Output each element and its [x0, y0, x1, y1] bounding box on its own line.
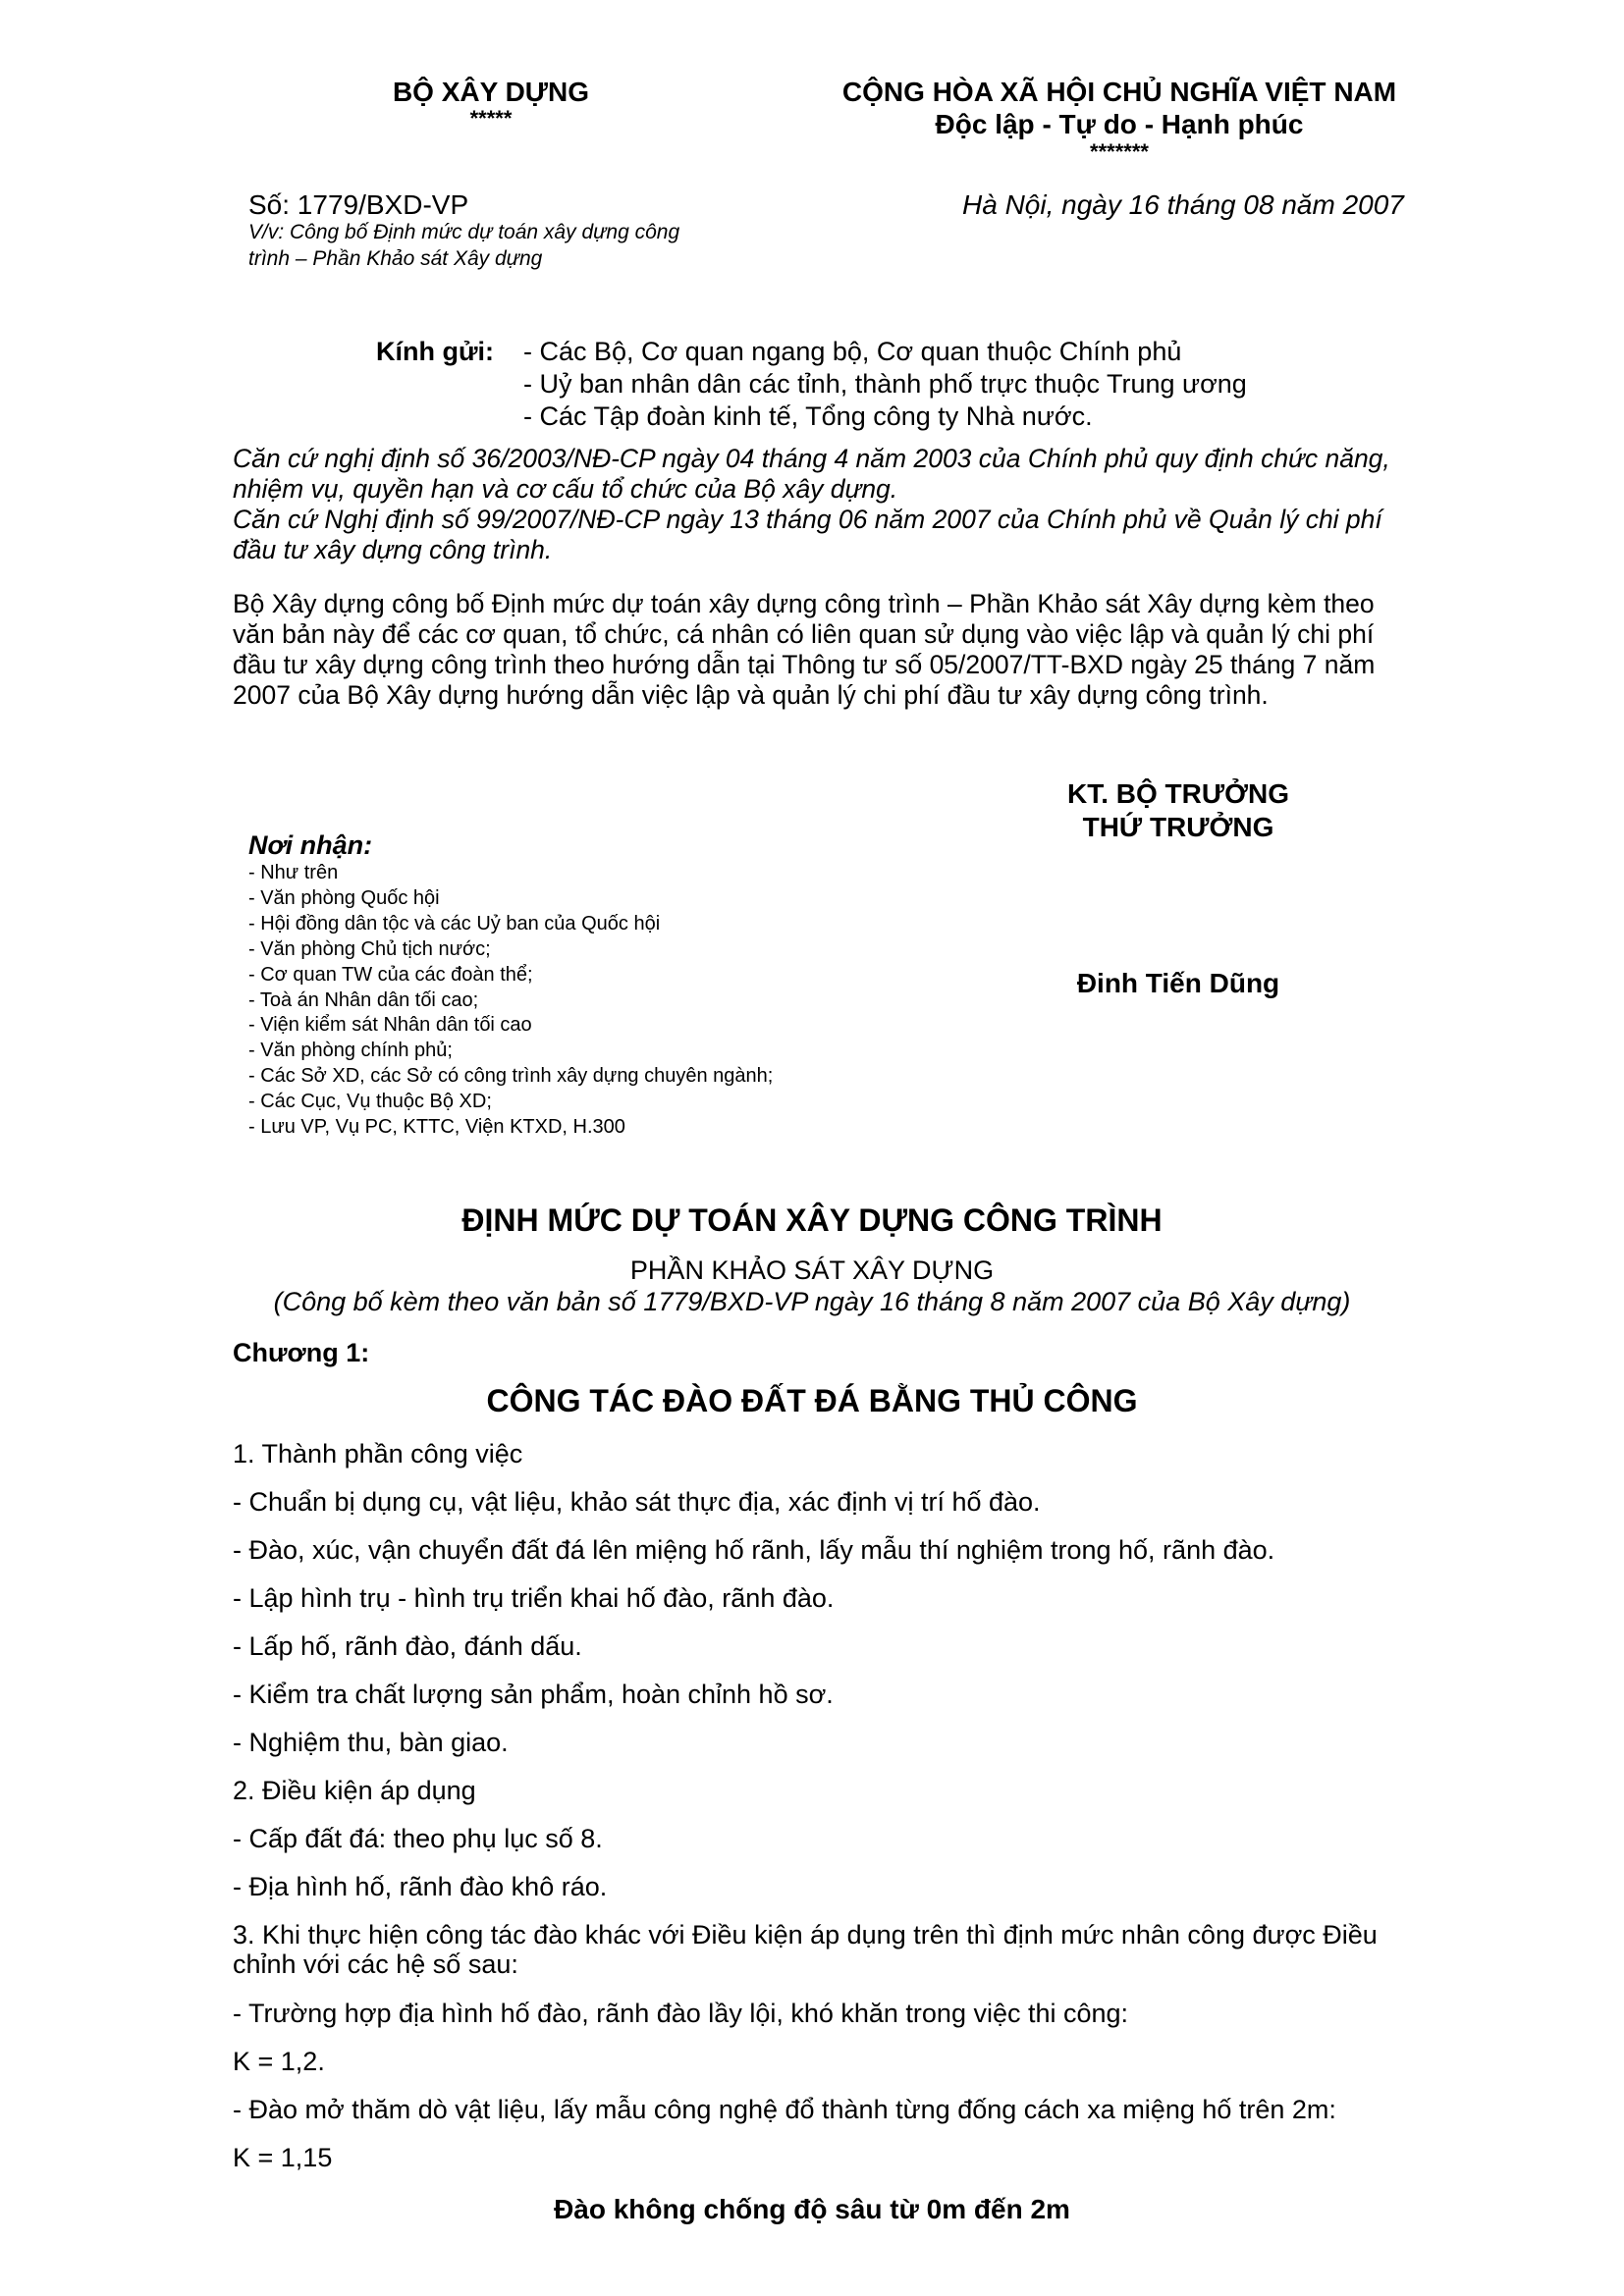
recipient-item: - Viện kiểm sát Nhân dân tối cao: [248, 1014, 532, 1037]
national-motto: Độc lập - Tự do - Hạnh phúc: [935, 109, 1304, 139]
address-label: Kính gửi:: [376, 337, 495, 366]
basis-line: Căn cứ nghị định số 36/2003/NĐ-CP ngày 04 tháng 4 năm 2003 của Chính phủ quy định chức năng,: [233, 444, 1390, 473]
norm-note: (Công bố kèm theo văn bản số 1779/BXD-VP ngày 16 tháng 8 năm 2007 của Bộ Xây dựng): [273, 1287, 1351, 1316]
announcement-line: Bộ Xây dựng công bố Định mức dự toán xây dựng công trình – Phần Khảo sát Xây dựng kèm theo: [233, 589, 1375, 618]
body-line: - Nghiệm thu, bàn giao.: [233, 1728, 509, 1757]
body-line: K = 1,2.: [233, 2047, 325, 2076]
signature-title-1: KT. BỘ TRƯỞNG: [1067, 778, 1289, 809]
basis-line: Căn cứ Nghị định số 99/2007/NĐ-CP ngày 13 tháng 06 năm 2007 của Chính phủ về Quản lý chi phí: [233, 505, 1382, 534]
recipient-item: - Các Sở XD, các Sở có công trình xây dựng chuyên ngành;: [248, 1065, 774, 1088]
recipient-item: - Văn phòng chính phủ;: [248, 1040, 453, 1062]
body-line: - Chuẩn bị dụng cụ, vật liệu, khảo sát thực địa, xác định vị trí hố đào.: [233, 1487, 1041, 1517]
recipient-item: - Toà án Nhân dân tối cao;: [248, 988, 479, 1011]
announcement-line: đầu tư xây dựng công trình theo hướng dẫn tại Thông tư số 05/2007/TT-BXD ngày 25 tháng 7 năm: [233, 650, 1376, 679]
body-line: - Trường hợp địa hình hố đào, rãnh đào lầy lội, khó khăn trong việc thi công:: [233, 1999, 1129, 2028]
recipients-label: Nơi nhận:: [248, 830, 373, 860]
recipient-item: - Cơ quan TW của các đoàn thể;: [248, 963, 533, 986]
section-heading: Đào không chống độ sâu từ 0m đến 2m: [554, 2194, 1070, 2224]
document-number: Số: 1779/BXD-VP: [248, 189, 469, 220]
basis-line: nhiệm vụ, quyền hạn và cơ cấu tổ chức của Bộ xây dựng.: [233, 474, 898, 504]
signer-name: Đinh Tiến Dũng: [1076, 968, 1280, 998]
recipient-item: - Văn phòng Quốc hội: [248, 886, 440, 909]
norm-title: ĐỊNH MỨC DỰ TOÁN XÂY DỰNG CÔNG TRÌNH: [461, 1202, 1163, 1238]
recipient-item: - Các Cục, Vụ thuộc Bộ XD;: [248, 1091, 492, 1113]
body-line: - Cấp đất đá: theo phụ lục số 8.: [233, 1824, 603, 1853]
ministry-stars: *****: [469, 106, 513, 131]
address-item: - Uỷ ban nhân dân các tỉnh, thành phố trực thuộc Trung ương: [523, 369, 1247, 399]
body-line: - Lập hình trụ - hình trụ triển khai hố đào, rãnh đào.: [233, 1583, 835, 1613]
chapter-title: CÔNG TÁC ĐÀO ĐẤT ĐÁ BẰNG THỦ CÔNG: [486, 1383, 1138, 1418]
body-line: - Đào mở thăm dò vật liệu, lấy mẫu công nghệ đổ thành từng đống cách xa miệng hố trên 2m:: [233, 2095, 1336, 2124]
basis-line: đầu tư xây dựng công trình.: [233, 535, 553, 564]
country-name: CỘNG HÒA XÃ HỘI CHỦ NGHĨA VIỆT NAM: [841, 77, 1397, 107]
subject-line-1: V/v: Công bố Định mức dự toán xây dựng công: [248, 221, 680, 243]
recipient-item: - Như trên: [248, 862, 339, 883]
address-list: [523, 336, 1247, 433]
body-line: - Lấp hố, rãnh đào, đánh dấu.: [233, 1631, 582, 1661]
recipient-item: - Lưu VP, Vụ PC, KTTC, Viện KTXD, H.300: [248, 1116, 625, 1139]
recipient-item: - Văn phòng Chủ tịch nước;: [248, 937, 491, 960]
address-item: - Các Bộ, Cơ quan ngang bộ, Cơ quan thuộc Chính phủ: [523, 337, 1182, 366]
body-line: K = 1,15: [233, 2143, 333, 2172]
announcement: [233, 589, 1375, 711]
body-line: 2. Điều kiện áp dụng: [233, 1776, 476, 1805]
recipient-item: - Hội đồng dân tộc và các Uỷ ban của Quốc hội: [248, 912, 661, 934]
announcement-line: văn bản này để các cơ quan, tổ chức, cá nhân có liên quan sử dụng vào việc lập và quản lý chi phí: [233, 619, 1375, 649]
ministry-name: BỘ XÂY DỰNG: [392, 77, 590, 107]
motto-stars: *******: [1090, 139, 1149, 164]
recipients-list: [248, 861, 773, 1141]
address-item: - Các Tập đoàn kinh tế, Tổng công ty Nhà nước.: [523, 401, 1093, 431]
body-line: 1. Thành phần công việc: [233, 1439, 523, 1468]
place-date: Hà Nội, ngày 16 tháng 08 năm 2007: [962, 189, 1404, 220]
announcement-line: 2007 của Bộ Xây dựng hướng dẫn việc lập và quản lý chi phí đầu tư xây dựng công trình.: [233, 680, 1269, 710]
norm-subtitle: PHẦN KHẢO SÁT XÂY DỰNG: [629, 1255, 995, 1285]
body-line: - Đào, xúc, vận chuyển đất đá lên miệng hố rãnh, lấy mẫu thí nghiệm trong hố, rãnh đào.: [233, 1535, 1275, 1565]
legal-basis: [233, 444, 1390, 565]
body-line: 3. Khi thực hiện công tác đào khác với Điều kiện áp dụng trên thì định mức nhân công được Điều: [233, 1920, 1378, 1949]
body-line: - Địa hình hố, rãnh đào khô ráo.: [233, 1872, 608, 1901]
subject-line-2: trình – Phần Khảo sát Xây dựng: [248, 247, 543, 270]
chapter-label: Chương 1:: [233, 1338, 370, 1367]
signature-title-2: THỨ TRƯỞNG: [1082, 812, 1274, 842]
body-line: chỉnh với các hệ số sau:: [233, 1949, 518, 1979]
body-line: - Kiểm tra chất lượng sản phẩm, hoàn chỉnh hồ sơ.: [233, 1680, 834, 1709]
